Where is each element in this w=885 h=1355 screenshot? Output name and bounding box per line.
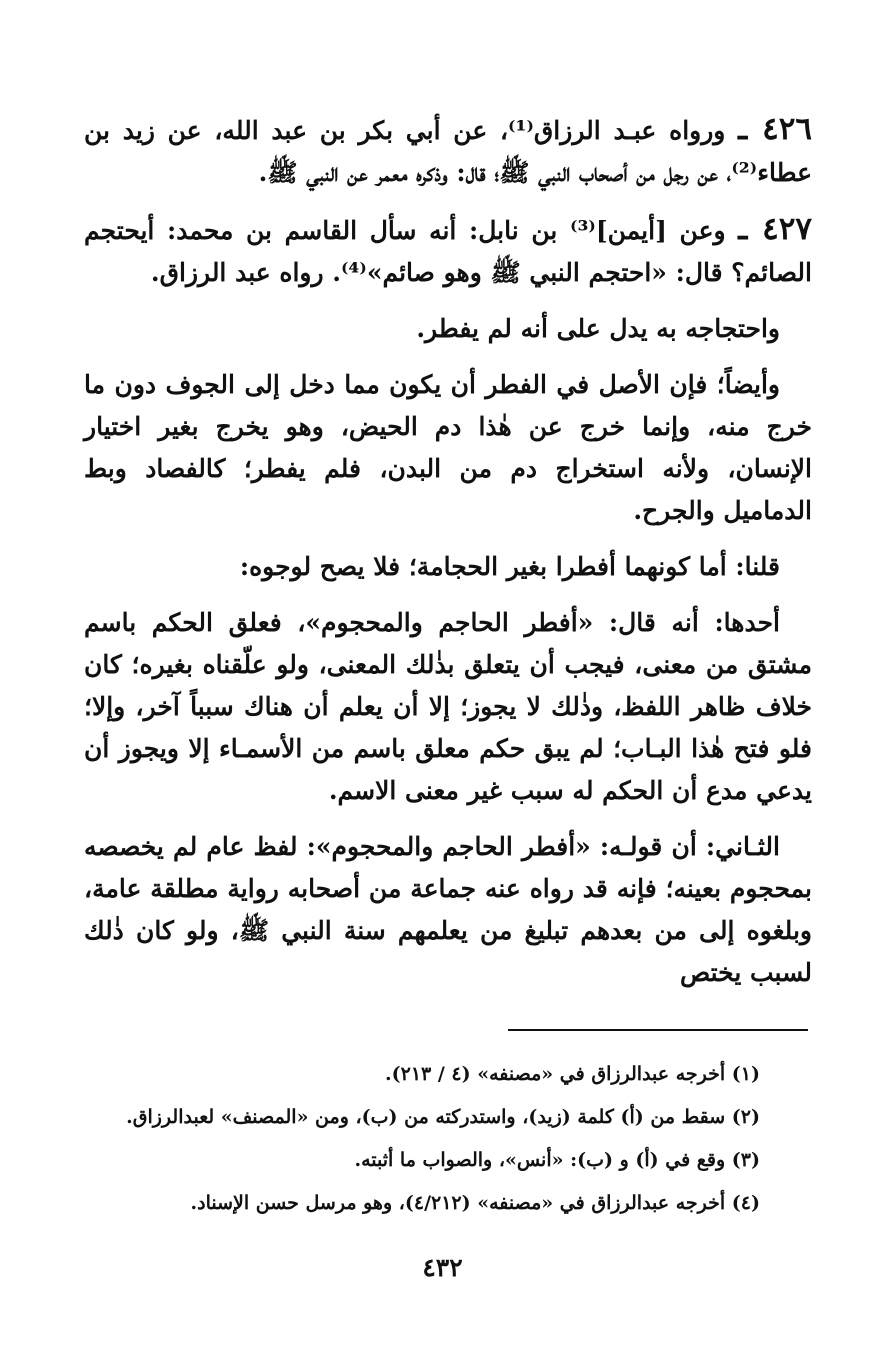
paragraph: واحتجاجه به يدل على أنه لم يفطر. bbox=[416, 314, 780, 343]
paragraph: الثـاني: أن قولـه: «أفطر الحاجم والمحجوم»: لفظ عام لم يخصصه بمحجوم بعينه؛ فإنه قد رواه عنه جماعة من أصحابه رواية مطلقة عامة، وبلغوه إلى من بعدهم تبليغ من يعلمهم سنة النبي ﷺ، ولو كان ذٰلك لسبب يختص bbox=[84, 832, 812, 987]
paragraph: وأيضاً؛ فإن الأصل في الفطر أن يكون مما دخل إلى الجوف دون ما خرج منه، وإنما خرج عن هٰذا دم الحيض، وهو يخرج بغير اختيار الإنسان، ولأنه استخراج دم من البدن، فلم يفطر؛ كالفصاد وبط الدماميل والجرح. bbox=[84, 370, 812, 525]
hadith-427 bbox=[84, 208, 812, 294]
page-number: ٤٣٢ bbox=[422, 1253, 463, 1282]
paragraph-text: وعن [أيمن]⁽³⁾ بن نابل: أنه سأل القاسم بن محمد: أيحتجم الصائم؟ قال: «احتجم النبي ﷺ وهو صائم»⁽⁴⁾. رواه عبد الرزاق. bbox=[84, 216, 812, 287]
hadith-426 bbox=[84, 108, 812, 194]
hadith-number: ٤٢٧ ـ bbox=[738, 211, 813, 247]
footnote: (٣) وقع في (أ) و (ب): «أنس»، والصواب ما أثبته. bbox=[354, 1149, 760, 1171]
main-text bbox=[84, 108, 812, 1008]
paragraph-text: ورواه عبـد الرزاق⁽¹⁾، عن أبي بكر بن عبد الله، عن زيد بن عطاء⁽²⁾، عن رجل من أصحاب النبي ﷺ؛ قال: وذكره معمر عن النبي ﷺ. bbox=[84, 116, 812, 187]
footnote: (٢) سقط من (أ) كلمة (زيد)، واستدركته من (ب)، ومن «المصنف» لعبدالرزاق. bbox=[126, 1106, 760, 1128]
paragraph: قلنا: أما كونهما أفطرا بغير الحجامة؛ فلا يصح لوجوه: bbox=[239, 552, 780, 581]
hadith-number: ٤٢٦ ـ bbox=[738, 111, 813, 147]
footnote-separator bbox=[508, 1029, 808, 1031]
footnote: (٤) أخرجه عبدالرزاق في «مصنفه» (٤/٢١٢)، وهو مرسل حسن الإسناد. bbox=[190, 1192, 760, 1214]
footnotes bbox=[120, 1053, 760, 1225]
footnote: (١) أخرجه عبدالرزاق في «مصنفه» (٤ / ٢١٣). bbox=[385, 1063, 760, 1085]
paragraph: أحدها: أنه قال: «أفطر الحاجم والمحجوم»، فعلق الحكم باسم مشتق من معنى، فيجب أن يتعلق بذٰلك المعنى، ولو علّقناه بغيره؛ كان خلاف ظاهر اللفظ، وذٰلك لا يجوز؛ إلا أن يعلم أن هناك سبباً آخر، وإلا؛ فلو فتح هٰذا البـاب؛ لم يبق حكم معلق باسم من الأسمـاء إلا ويجوز أن يدعي مدع أن الحكم له سبب غير معنى الاسم. bbox=[84, 608, 812, 805]
